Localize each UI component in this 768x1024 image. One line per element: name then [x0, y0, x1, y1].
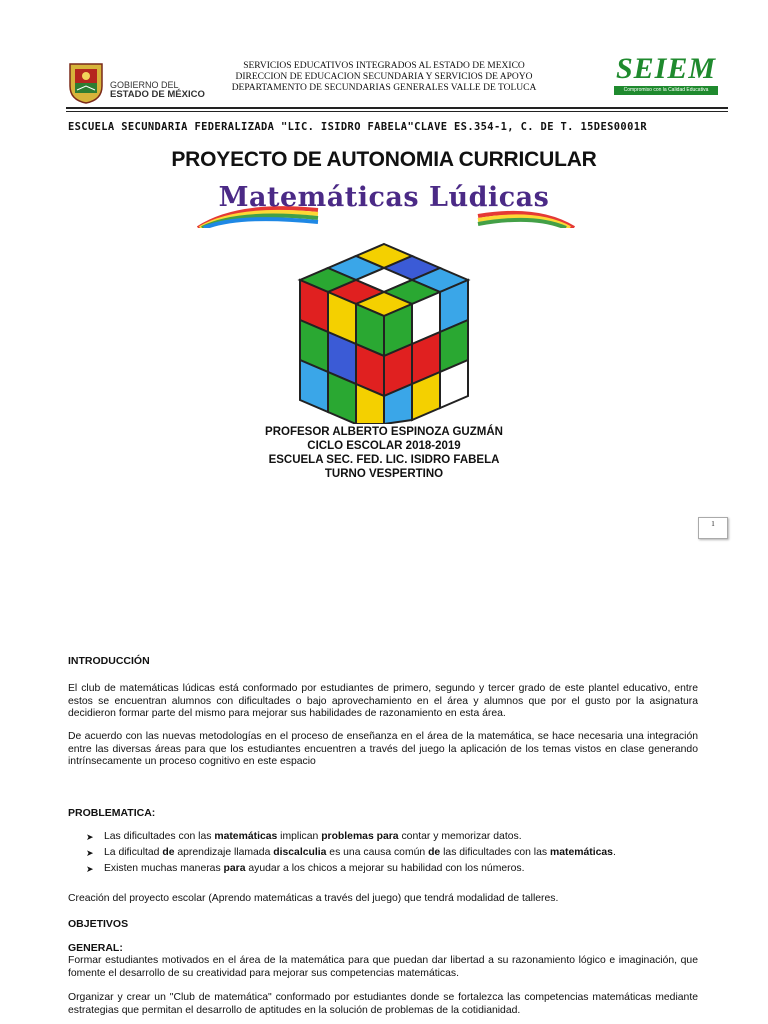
state-seal-icon: [66, 60, 106, 104]
bullet-text-bold: de: [162, 847, 175, 858]
bullet-text-bold: matemáticas: [214, 831, 278, 842]
objetivos-heading: OBJETIVOS: [68, 918, 129, 930]
school-clave-line: ESCUELA SECUNDARIA FEDERALIZADA "LIC. ISIDRO FABELA"CLAVE ES.354-1, C. DE T. 15DES0001R: [68, 121, 648, 133]
institution-header: [218, 61, 550, 94]
header-divider-thick: [66, 107, 728, 109]
school-year: CICLO ESCOLAR 2018-2019: [307, 440, 461, 452]
gov-logo-line1: GOBIERNO DEL: [110, 80, 179, 90]
seiem-logo-word: SEIEM: [615, 52, 717, 85]
rubiks-cube-icon: [292, 240, 476, 424]
bullet-text: las dificultades con las: [440, 847, 550, 858]
matematicas-ludicas-banner: [178, 176, 590, 228]
header-divider-thin: [66, 111, 728, 112]
bullet-text-bold: problemas para: [321, 831, 399, 842]
seiem-logo: [612, 52, 720, 98]
shift: TURNO VESPERTINO: [324, 468, 444, 480]
bullet-text: contar y memorizar datos.: [398, 831, 522, 842]
header-line-1: SERVICIOS EDUCATIVOS INTEGRADOS AL ESTADO DE MEXICO: [243, 61, 525, 71]
organizar-text: Organizar y crear un "Club de matemática" conformado por estudiantes donde se fortalezca las competencias matemáticas mediante estrategias que permitan el desarrollo de aptitudes en la solución de problemas de la cotidianidad.: [68, 992, 698, 1016]
general-objective-text: Formar estudiantes motivados en el área de la matemática para que puedan dar libertad a su razonamiento lógico e imaginación, que fomente el desarrollo de su creatividad para mejorar sus competencias matemáticas.: [68, 955, 698, 979]
gov-logo-text: [110, 80, 205, 100]
intro-heading: INTRODUCCIÓN: [68, 655, 150, 667]
bullet-text-bold: discalculia: [273, 847, 327, 858]
bullet-text: ayudar a los chicos a mejorar su habilidad con los números.: [245, 863, 525, 874]
banner-title: Matemáticas Lúdicas: [218, 182, 550, 213]
arrow-bullet-icon: ➤: [86, 848, 94, 858]
page-number: 1: [698, 517, 728, 539]
bullet-text: .: [612, 847, 616, 858]
header-line-2: DIRECCION DE EDUCACION SECUNDARIA Y SERVICIOS DE APOYO: [235, 72, 533, 82]
arrow-bullet-icon: ➤: [86, 864, 94, 874]
bullet-text: La dificultad: [104, 847, 163, 858]
bullet-text-bold: para: [223, 863, 246, 874]
bullet-text-bold: de: [428, 847, 441, 858]
project-creation-text: Creación del proyecto escolar (Aprendo matemáticas a través del juego) que tendrá modalidad de talleres.: [68, 893, 559, 904]
list-item: [86, 845, 706, 861]
author-block: [0, 425, 768, 481]
gobierno-estado-mexico-logo: [66, 60, 212, 106]
arrow-bullet-icon: ➤: [86, 832, 94, 842]
problematica-list: [86, 829, 706, 877]
gov-logo-line2: ESTADO DE MÉXICO: [110, 89, 205, 100]
bullet-text: Las dificultades con las: [104, 831, 215, 842]
list-item: [86, 829, 706, 845]
bullet-text: implican: [277, 831, 322, 842]
intro-paragraph-2: De acuerdo con las nuevas metodologías en el proceso de enseñanza en el área de la matemática, se hace necesaria una integración entre las diversas áreas para que los estudiantes encuentren a través del juego la aplicación de los temas vistos en clase generando intrínsecamente un proceso cognitivo en este espacio: [68, 731, 698, 767]
project-title: PROYECTO DE AUTONOMIA CURRICULAR: [171, 148, 597, 171]
header-line-3: DEPARTAMENTO DE SECUNDARIAS GENERALES VALLE DE TOLUCA: [231, 83, 537, 93]
bullet-text: es una causa común: [326, 847, 429, 858]
problematica-heading: PROBLEMATICA:: [68, 807, 156, 819]
seiem-tagline: Compromiso con la Calidad Educativa: [614, 86, 718, 95]
intro-paragraph-1: El club de matemáticas lúdicas está conformado por estudiantes de primero, segundo y tercer grado de este plantel educativo, entre estos se encuentran alumnos con dificultades o bajo aprovechamiento en el área y alumnos que por el gusto por la asignatura decidieron formar parte del mismo para mejorar sus habilidades de razonamiento en esta área.: [68, 683, 698, 719]
school-name: ESCUELA SEC. FED. LIC. ISIDRO FABELA: [268, 454, 500, 466]
general-heading: GENERAL:: [68, 942, 123, 954]
author-name: PROFESOR ALBERTO ESPINOZA GUZMÁN: [265, 426, 503, 438]
bullet-text: Existen muchas maneras: [104, 863, 224, 874]
list-item: [86, 861, 706, 877]
bullet-text-bold: matemáticas: [549, 847, 613, 858]
bullet-text: aprendizaje llamada: [174, 847, 274, 858]
